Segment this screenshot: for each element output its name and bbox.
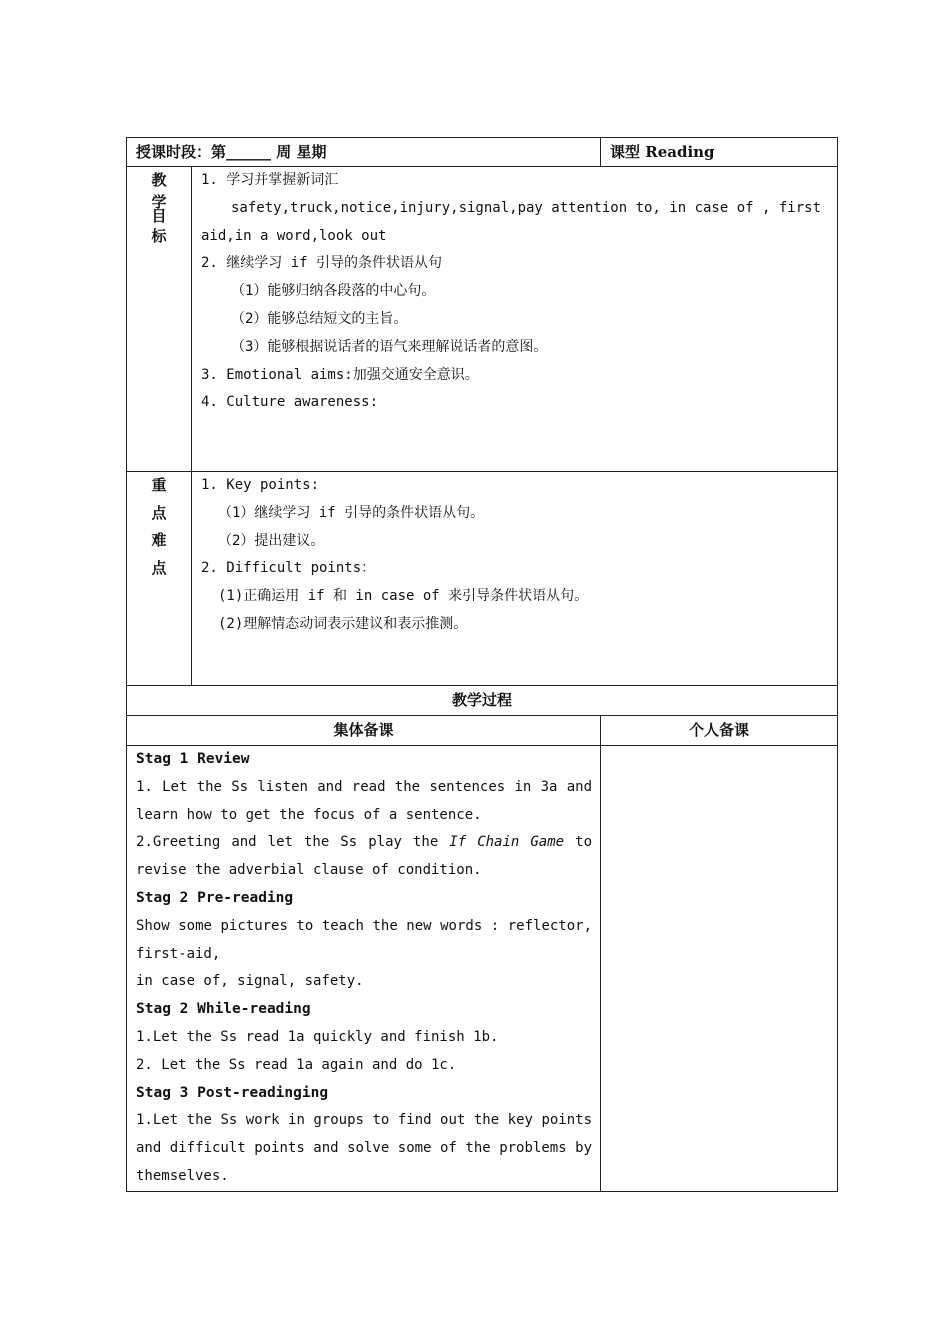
stage-step: 1. Let the Ss listen and read the sentences in 3a and learn how to get the focus of a sentence. <box>136 778 593 823</box>
personal-prep-content <box>601 746 838 1192</box>
keypoint-subline: （1）继续学习 if 引导的条件状语从句。 <box>218 504 485 521</box>
objectives-side-label <box>127 167 192 472</box>
objective-line: 1. 学习并掌握新词汇 <box>201 172 339 188</box>
side-char: 重 <box>151 476 167 494</box>
objective-subline: （1）能够归纳各段落的中心句。 <box>231 283 436 300</box>
process-title: 教学过程 <box>127 686 838 716</box>
time-period-cell: 授课时段：第______ 周 星期 <box>127 138 601 167</box>
lesson-plan-table <box>126 137 838 1192</box>
lesson-type-cell: 课型 Reading <box>601 138 838 167</box>
stage-step: 1.Let the Ss read 1a quickly and finish 1b. <box>136 1028 499 1045</box>
side-char: 点 <box>151 558 167 577</box>
side-char: 教 <box>151 171 167 189</box>
process-body-row <box>127 746 838 1192</box>
lesson-plan-sheet <box>126 137 837 1192</box>
stage-title: Stag 3 Post-readinging <box>136 1084 329 1101</box>
game-name: If Chain Game <box>449 834 565 851</box>
personal-prep-header: 个人备课 <box>601 716 838 746</box>
keypoint-line: 2. Difficult points： <box>201 560 376 577</box>
group-prep-header: 集体备课 <box>127 716 601 746</box>
vocabulary-line: safety,truck,notice,injury,signal,pay attention to, in case of , first <box>231 199 822 216</box>
stage-step: 2. Let the Ss read 1a again and do 1c. <box>136 1056 457 1073</box>
stage-title: Stag 2 Pre-reading <box>136 889 294 906</box>
stage-step: Show some pictures to teach the new words : reflector, first-aid, <box>136 917 593 962</box>
side-char: 点 <box>151 503 167 522</box>
step-text: 2.Greeting and let the Ss play the <box>136 834 450 851</box>
objective-subline: （3）能够根据说话者的语气来理解说话者的意图。 <box>231 338 548 355</box>
side-char: 标 <box>151 226 167 245</box>
vocabulary-line: aid,in a word,look out <box>201 227 387 244</box>
stage-step: 1.Let the Ss work in groups to find out the key points and difficult points and solve some of the problems by themselves. <box>136 1112 593 1184</box>
objective-line: 3. Emotional aims:加强交通安全意识。 <box>201 366 479 383</box>
keypoints-row <box>127 472 838 686</box>
keypoint-line: 1. Key points: <box>201 477 320 493</box>
side-char: 难 <box>151 531 167 550</box>
stage-title: Stag 2 While-reading <box>136 1001 311 1018</box>
keypoint-subline: (2)理解情态动词表示建议和表示推测。 <box>218 615 468 632</box>
group-prep-content <box>127 746 601 1192</box>
stage-step: in case of, signal, safety. <box>136 973 364 990</box>
side-char: 学 <box>151 192 167 211</box>
keypoint-subline: （2）提出建议。 <box>218 532 325 549</box>
keypoints-content <box>192 472 838 686</box>
objectives-content <box>192 167 838 472</box>
keypoint-subline: (1)正确运用 if 和 in case of 来引导条件状语从句。 <box>218 588 589 605</box>
stage-step <box>136 829 592 885</box>
objective-line: 4. Culture awareness: <box>201 394 379 411</box>
objective-subline: （2）能够总结短文的主旨。 <box>231 310 408 327</box>
process-columns-row <box>127 716 838 746</box>
step-text: to revise the adverbial clause of condition. <box>136 834 593 879</box>
process-title-row <box>127 686 838 716</box>
objectives-row <box>127 167 838 472</box>
side-char: 目 <box>151 206 167 225</box>
header-row <box>127 138 838 167</box>
keypoints-side-label <box>127 472 192 686</box>
stage-title: Stag 1 Review <box>136 751 250 767</box>
objective-line: 2. 继续学习 if 引导的条件状语从句 <box>201 255 443 272</box>
